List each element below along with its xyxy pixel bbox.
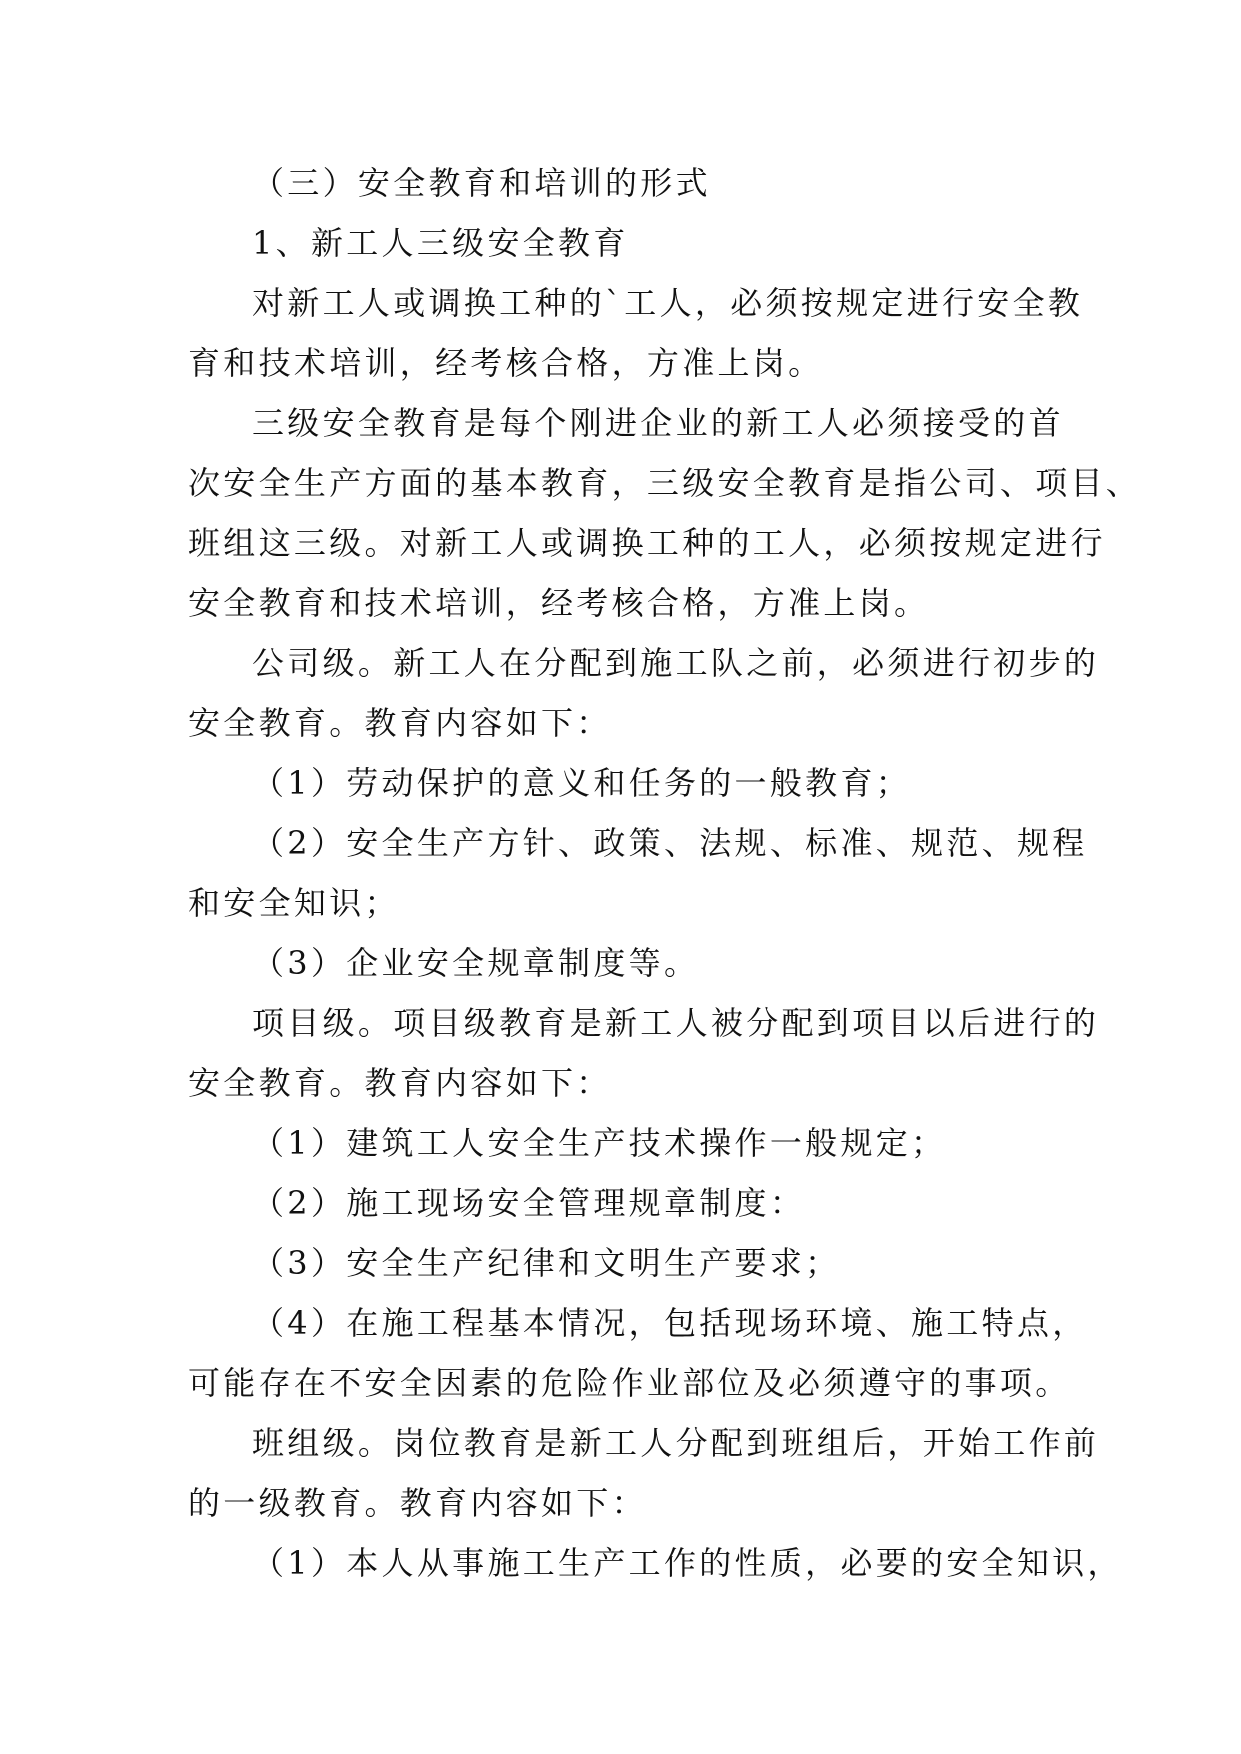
list-item-continuation: 可能存在不安全因素的危险作业部位及必须遵守的事项。	[188, 1364, 1071, 1402]
paragraph-line: 项目级。项目级教育是新工人被分配到项目以后进行的	[252, 1004, 1100, 1042]
section-heading: （三）安全教育和培训的形式	[252, 164, 711, 202]
paragraph-line: 安全教育和技术培训，经考核合格，方准上岗。	[188, 584, 930, 622]
subsection-heading: 1、新工人三级安全教育	[252, 224, 629, 262]
paragraph-line: 班组这三级。对新工人或调换工种的工人，必须按规定进行	[188, 524, 1106, 562]
list-item-continuation: 和安全知识；	[188, 884, 400, 922]
paragraph-line: 班组级。岗位教育是新工人分配到班组后，开始工作前	[252, 1424, 1100, 1462]
paragraph-line: 安全教育。教育内容如下：	[188, 704, 612, 742]
list-item: （1）本人从事施工生产工作的性质，必要的安全知识，	[252, 1544, 1123, 1582]
paragraph-line: 的一级教育。教育内容如下：	[188, 1484, 647, 1522]
list-item: （3）安全生产纪律和文明生产要求；	[252, 1244, 841, 1282]
document-body	[188, 153, 1142, 1593]
paragraph-line: 安全教育。教育内容如下：	[188, 1064, 612, 1102]
paragraph-line: 公司级。新工人在分配到施工队之前，必须进行初步的	[252, 644, 1100, 682]
list-item: （2）施工现场安全管理规章制度：	[252, 1184, 806, 1222]
paragraph-line: 育和技术培训，经考核合格，方准上岗。	[188, 344, 824, 382]
list-item: （3）企业安全规章制度等。	[252, 944, 700, 982]
list-item: （4）在施工程基本情况，包括现场环境、施工特点，	[252, 1304, 1088, 1342]
list-item: （1）建筑工人安全生产技术操作一般规定；	[252, 1124, 947, 1162]
paragraph-line: 对新工人或调换工种的`工人，必须按规定进行安全教	[252, 284, 1084, 322]
paragraph-line: 三级安全教育是每个刚进企业的新工人必须接受的首	[252, 404, 1064, 442]
list-item: （2）安全生产方针、政策、法规、标准、规范、规程	[252, 824, 1088, 862]
paragraph-line: 次安全生产方面的基本教育，三级安全教育是指公司、项目、	[188, 464, 1142, 502]
list-item: （1）劳动保护的意义和任务的一般教育；	[252, 764, 912, 802]
